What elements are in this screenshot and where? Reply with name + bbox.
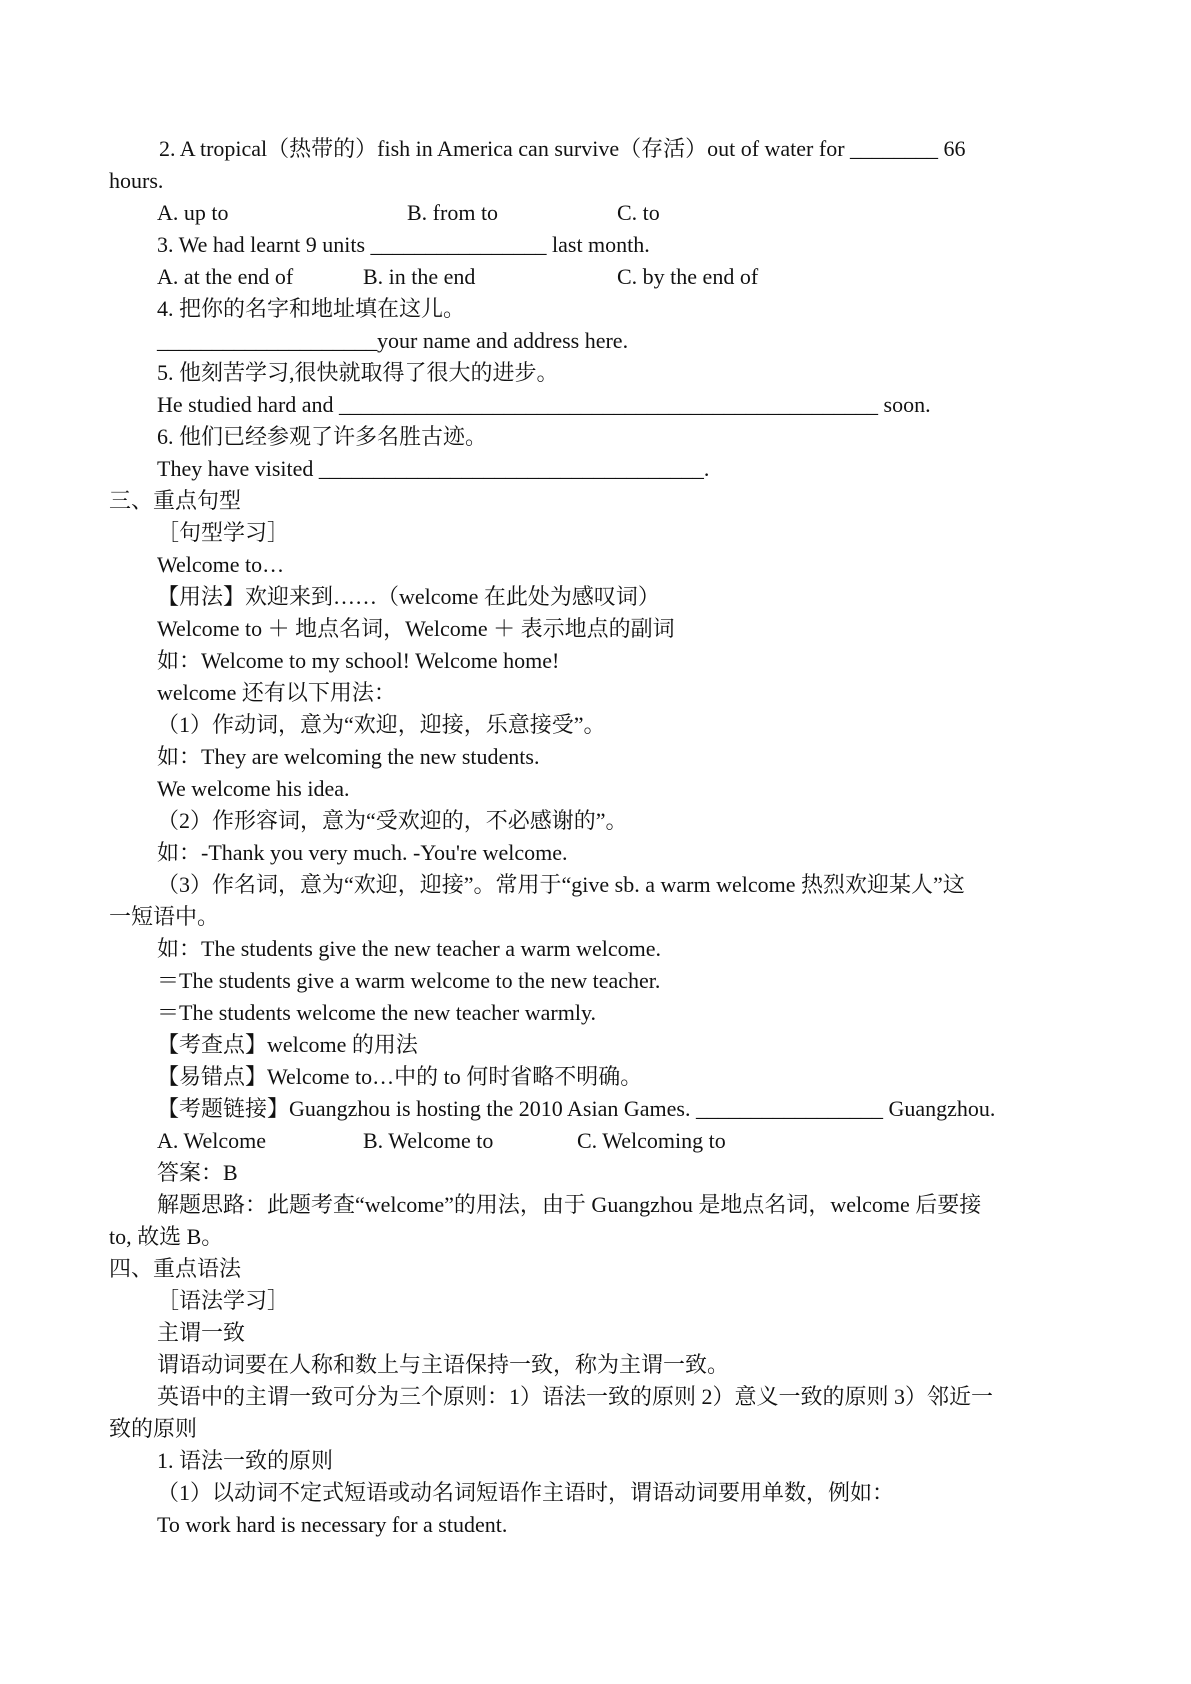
question-6-prompt: 6. 他们已经参观了许多名胜古迹。 <box>157 424 488 449</box>
grammar-principles-continuation: 致的原则 <box>109 1416 198 1441</box>
exam-option-a: A. Welcome <box>157 1128 267 1153</box>
usage-noun: （3）作名词，意为“欢迎，迎接”。常用于“give sb. a warm welcome 热烈欢迎某人”这 <box>157 872 965 897</box>
grammar-definition: 谓语动词要在人称和数上与主语保持一致，称为主谓一致。 <box>157 1352 730 1377</box>
question-3-option-c: C. by the end of <box>617 264 759 289</box>
rule-1-example: To work hard is necessary for a student. <box>157 1512 508 1537</box>
exam-point: 【考查点】welcome 的用法 <box>157 1032 418 1057</box>
usage-adjective: （2）作形容词，意为“受欢迎的，不必感谢的”。 <box>157 808 628 833</box>
usage-noun-example-1: 如：The students give the new teacher a warm welcome. <box>157 936 661 961</box>
question-2-option-a: A. up to <box>157 200 229 225</box>
other-usages-intro: welcome 还有以下用法： <box>157 680 396 705</box>
exam-option-c: C. Welcoming to <box>577 1128 726 1153</box>
question-6-answer-line: They have visited ___________________________________. <box>157 456 710 481</box>
solution-continuation: to, 故选 B。 <box>109 1224 224 1249</box>
question-3-text: 3. We had learnt 9 units ________________ last month. <box>157 232 650 257</box>
section-4-heading: 四、重点语法 <box>109 1256 242 1281</box>
usage-example: 如：Welcome to my school! Welcome home! <box>157 648 560 673</box>
usage-formula: Welcome to ＋ 地点名词，Welcome ＋ 表示地点的副词 <box>157 616 675 641</box>
question-5-prompt: 5. 他刻苦学习,很快就取得了很大的进步。 <box>157 360 559 385</box>
question-4-prompt: 4. 把你的名字和地址填在这儿。 <box>157 296 466 321</box>
question-3-option-b: B. in the end <box>363 264 476 289</box>
usage-line: 【用法】欢迎来到……（welcome 在此处为感叹词） <box>157 584 660 609</box>
usage-verb-example-1: 如：They are welcoming the new students. <box>157 744 540 769</box>
exam-option-b: B. Welcome to <box>363 1128 494 1153</box>
section-4-subheading: ［语法学习］ <box>157 1288 290 1313</box>
question-5-answer-line: He studied hard and _________________________________________________ soon. <box>157 392 931 417</box>
usage-noun-example-3: ＝The students welcome the new teacher warmly. <box>157 1000 597 1025</box>
section-3-heading: 三、重点句型 <box>109 488 242 513</box>
question-2-text: 2. A tropical（热带的）fish in America can survive（存活）out of water for ________ 66 <box>159 136 966 161</box>
grammar-principles: 英语中的主谓一致可分为三个原则：1）语法一致的原则 2）意义一致的原则 3）邻近一 <box>157 1384 994 1409</box>
exam-link: 【考题链接】Guangzhou is hosting the 2010 Asian Games. _________________ Guangzhou. <box>157 1096 996 1121</box>
rule-1-point: （1）以动词不定式短语或动名词短语作主语时，谓语动词要用单数，例如： <box>157 1480 895 1505</box>
usage-verb: （1）作动词，意为“欢迎，迎接，乐意接受”。 <box>157 712 606 737</box>
usage-noun-example-2: ＝The students give a warm welcome to the new teacher. <box>157 968 661 993</box>
error-point: 【易错点】Welcome to…中的 to 何时省略不明确。 <box>157 1064 643 1089</box>
usage-adjective-example: 如：-Thank you very much. -You're welcome. <box>157 840 568 865</box>
section-3-subheading: ［句型学习］ <box>157 520 290 545</box>
grammar-title: 主谓一致 <box>157 1320 246 1345</box>
question-4-answer-line: ____________________your name and address here. <box>157 328 629 353</box>
question-2-continuation: hours. <box>109 168 164 193</box>
rule-1-title: 1. 语法一致的原则 <box>157 1448 334 1473</box>
usage-noun-continuation: 一短语中。 <box>109 904 220 929</box>
solution: 解题思路：此题考查“welcome”的用法，由于 Guangzhou 是地点名词，welcome 后要接 <box>157 1192 982 1217</box>
answer: 答案：B <box>157 1160 238 1185</box>
question-2-option-b: B. from to <box>407 200 499 225</box>
pattern-title: Welcome to… <box>157 552 285 577</box>
question-2-option-c: C. to <box>617 200 660 225</box>
question-3-option-a: A. at the end of <box>157 264 294 289</box>
usage-verb-example-2: We welcome his idea. <box>157 776 350 801</box>
